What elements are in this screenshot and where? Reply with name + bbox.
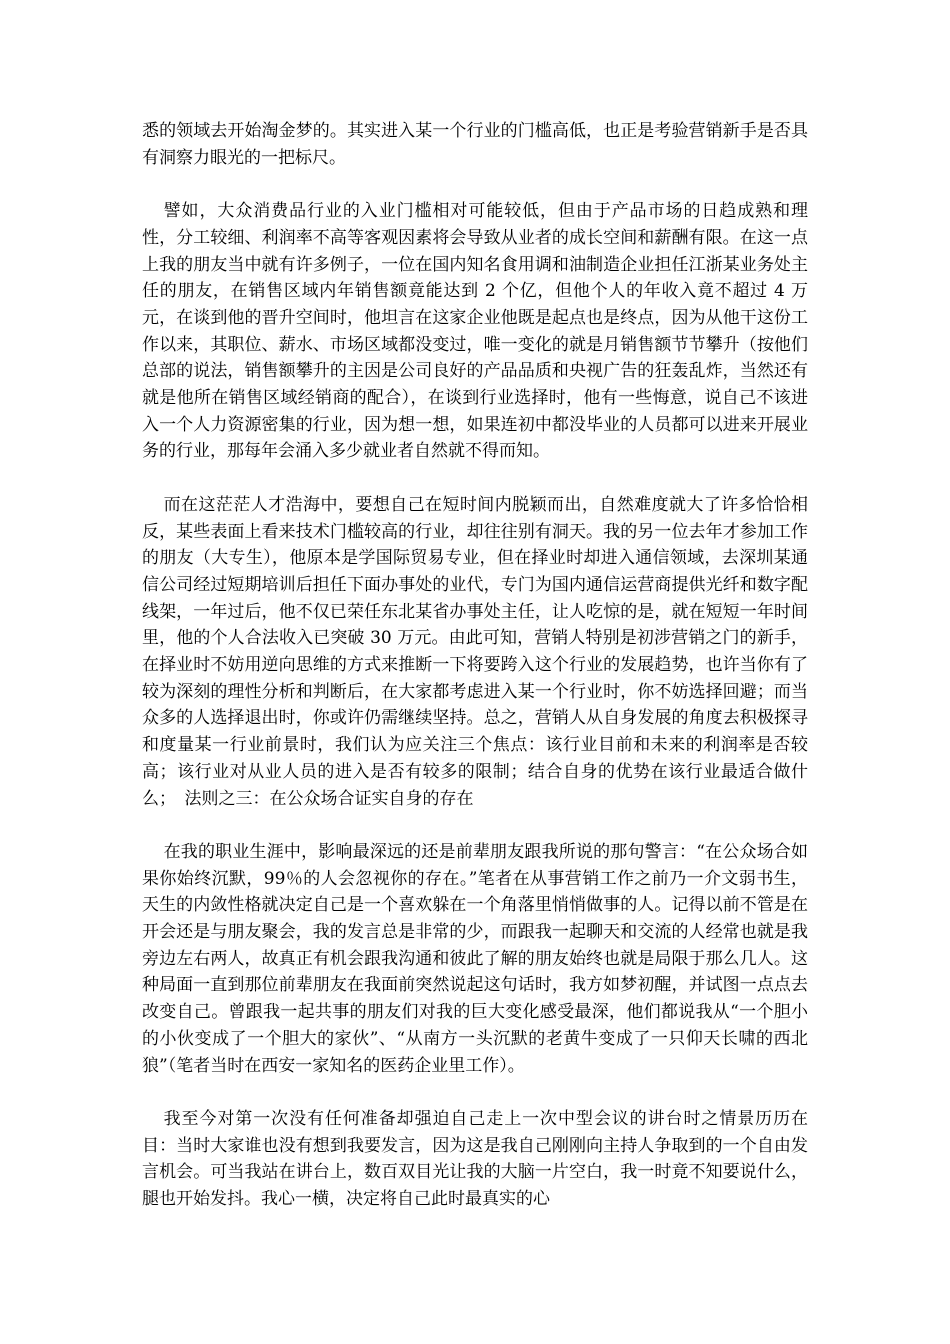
paragraph-1: 悉的领域去开始淘金梦的。其实进入某一个行业的门槛高低，也正是考验营销新手是否具有洞察力眼光的一把标尺。	[142, 121, 808, 168]
paragraph-5: 我至今对第一次没有任何准备却强迫自己走上一次中型会议的讲台时之情景历历在目：当时大家谁也没有想到我要发言，因为这是我自己刚刚向主持人争取到的一个自由发言机会。可当我站在讲台上，数百双目光让我的大脑一片空白，我一时竟不知要说什么，腿也开始发抖。我心一横，决定将自己此时最真实的心	[142, 1108, 808, 1210]
document-body	[142, 118, 808, 1239]
paragraph-2: 譬如，大众消费品行业的入业门槛相对可能较低，但由于产品市场的日趋成熟和理性，分工较细、利润率不高等客观因素将会导致从业者的成长空间和薪酬有限。在这一点上我的朋友当中就有许多例子，一位在国内知名食用调和油制造企业担任江浙某业务处主任的朋友，在销售区域内年销售额竟能达到 2 个亿，但他个人的年收入竟不超过 4 万元，在谈到他的晋升空间时，他坦言在这家企业他既是起点也是终点，因为从他干这份工作以来，其职位、薪水、市场区域都没变过，唯一变化的就是月销售额节节攀升（按他们总部的说法，销售额攀升的主因是公司良好的产品品质和央视广告的狂轰乱炸，当然还有就是他所在销售区域经销商的配合），在谈到行业选择时，他有一些悔意，说自己不该进入一个人力资源密集的行业，因为想一想，如果连初中都没毕业的人员都可以进来开展业务的行业，那每年会涌入多少就业者自然就不得而知。	[142, 201, 808, 462]
paragraph-4: 在我的职业生涯中，影响最深远的还是前辈朋友跟我所说的那句警言：“在公众场合如果你始终沉默，99％的人会忽视你的存在。”笔者在从事营销工作之前乃一介文弱书生，天生的内敛性格就决定自己是一个喜欢躲在一个角落里悄悄做事的人。记得以前不管是在开会还是与朋友聚会，我的发言总是非常的少，而跟我一起聊天和交流的人经常也就是我旁边左右两人，故真正有机会跟我沟通和彼此了解的朋友始终也就是局限于那么几人。这种局面一直到那位前辈朋友在我面前突然说起这句话时，我方如梦初醒，并试图一点点去改变自己。曾跟我一起共事的朋友们对我的巨大变化感受最深，他们都说我从“一个胆小的小伙变成了一个胆大的家伙”、“从南方一头沉默的老黄牛变成了一只仰天长啸的西北狼”（笔者当时在西安一家知名的医药企业里工作）。	[142, 841, 808, 1076]
paragraph-3: 而在这茫茫人才浩海中，要想自己在短时间内脱颖而出，自然难度就大了许多恰恰相反，某些表面上看来技术门槛较高的行业，却往往别有洞天。我的另一位去年才参加工作的朋友（大专生），他原本是学国际贸易专业，但在择业时却进入通信领域，去深圳某通信公司经过短期培训后担任下面办事处的业代，专门为国内通信运营商提供光纤和数字配线架，一年过后，他不仅已荣任东北某省办事处主任，让人吃惊的是，就在短短一年时间里，他的个人合法收入已突破 30 万元。由此可知，营销人特别是初涉营销之门的新手，在择业时不妨用逆向思维的方式来推断一下将要跨入这个行业的发展趋势，也许当你有了较为深刻的理性分析和判断后，在大家都考虑进入某一个行业时，你不妨选择回避；而当众多的人选择退出时，你或许仍需继续坚持。总之，营销人从自身发展的角度去积极探寻和度量某一行业前景时，我们认为应关注三个焦点：该行业目前和未来的利润率是否较高；该行业对从业人员的进入是否有较多的限制；结合自身的优势在该行业最适合做什么； 法则之三：在公众场合证实自身的存在	[142, 494, 808, 809]
